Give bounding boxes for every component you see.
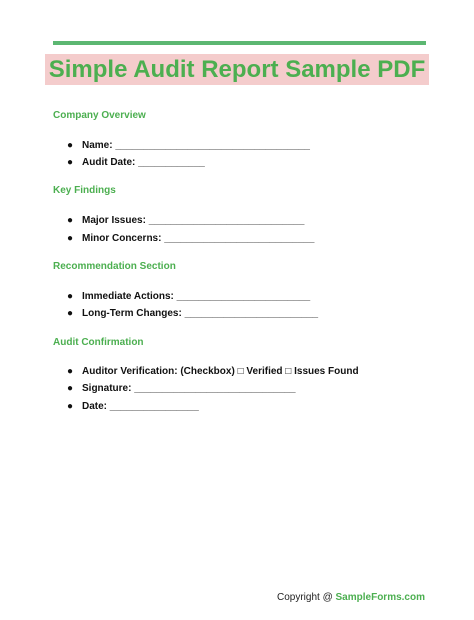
- title-container: [0, 54, 474, 85]
- list-item: [67, 140, 310, 151]
- list-item: [67, 366, 359, 377]
- top-rule: [53, 41, 426, 45]
- brand-link[interactable]: SampleForms.com: [335, 592, 425, 603]
- bullet-icon: ●: [67, 140, 74, 151]
- section-heading-key-findings: Key Findings: [53, 185, 116, 196]
- bullet-icon: ●: [67, 383, 74, 394]
- list-item: [67, 215, 304, 226]
- section-heading-recommendation: Recommendation Section: [53, 261, 176, 272]
- section-heading-audit-confirmation: Audit Confirmation: [53, 337, 144, 348]
- bullet-icon: ●: [67, 157, 74, 168]
- bullet-icon: ●: [67, 308, 74, 319]
- field-label-long-term-changes: Long-Term Changes: ________________________: [82, 308, 319, 319]
- bullet-icon: ●: [67, 215, 74, 226]
- list-item: [67, 233, 314, 244]
- bullet-icon: ●: [67, 233, 74, 244]
- field-label-signature: Signature: _____________________________: [82, 383, 296, 394]
- document-title: Simple Audit Report Sample PDF: [45, 54, 430, 85]
- bullet-icon: ●: [67, 366, 74, 377]
- bullet-icon: ●: [67, 291, 74, 302]
- field-label-minor-concerns: Minor Concerns: ___________________________: [82, 233, 315, 244]
- list-item: [67, 401, 199, 412]
- footer-copyright: [277, 592, 425, 603]
- field-label-audit-date: Audit Date: ____________: [82, 157, 205, 168]
- section-heading-company-overview: Company Overview: [53, 110, 146, 121]
- field-label-major-issues: Major Issues: ____________________________: [82, 215, 305, 226]
- list-item: [67, 383, 296, 394]
- list-item: [67, 308, 318, 319]
- copyright-text: Copyright @: [277, 592, 333, 603]
- list-item: [67, 157, 205, 168]
- list-item: [67, 291, 310, 302]
- field-label-date: Date: ________________: [82, 401, 199, 412]
- field-label-name: Name: ___________________________________: [82, 140, 310, 151]
- field-label-immediate-actions: Immediate Actions: ________________________: [82, 291, 311, 302]
- bullet-icon: ●: [67, 401, 74, 412]
- field-label-auditor-verification: Auditor Verification: (Checkbox) □ Verified □ Issues Found: [82, 366, 359, 377]
